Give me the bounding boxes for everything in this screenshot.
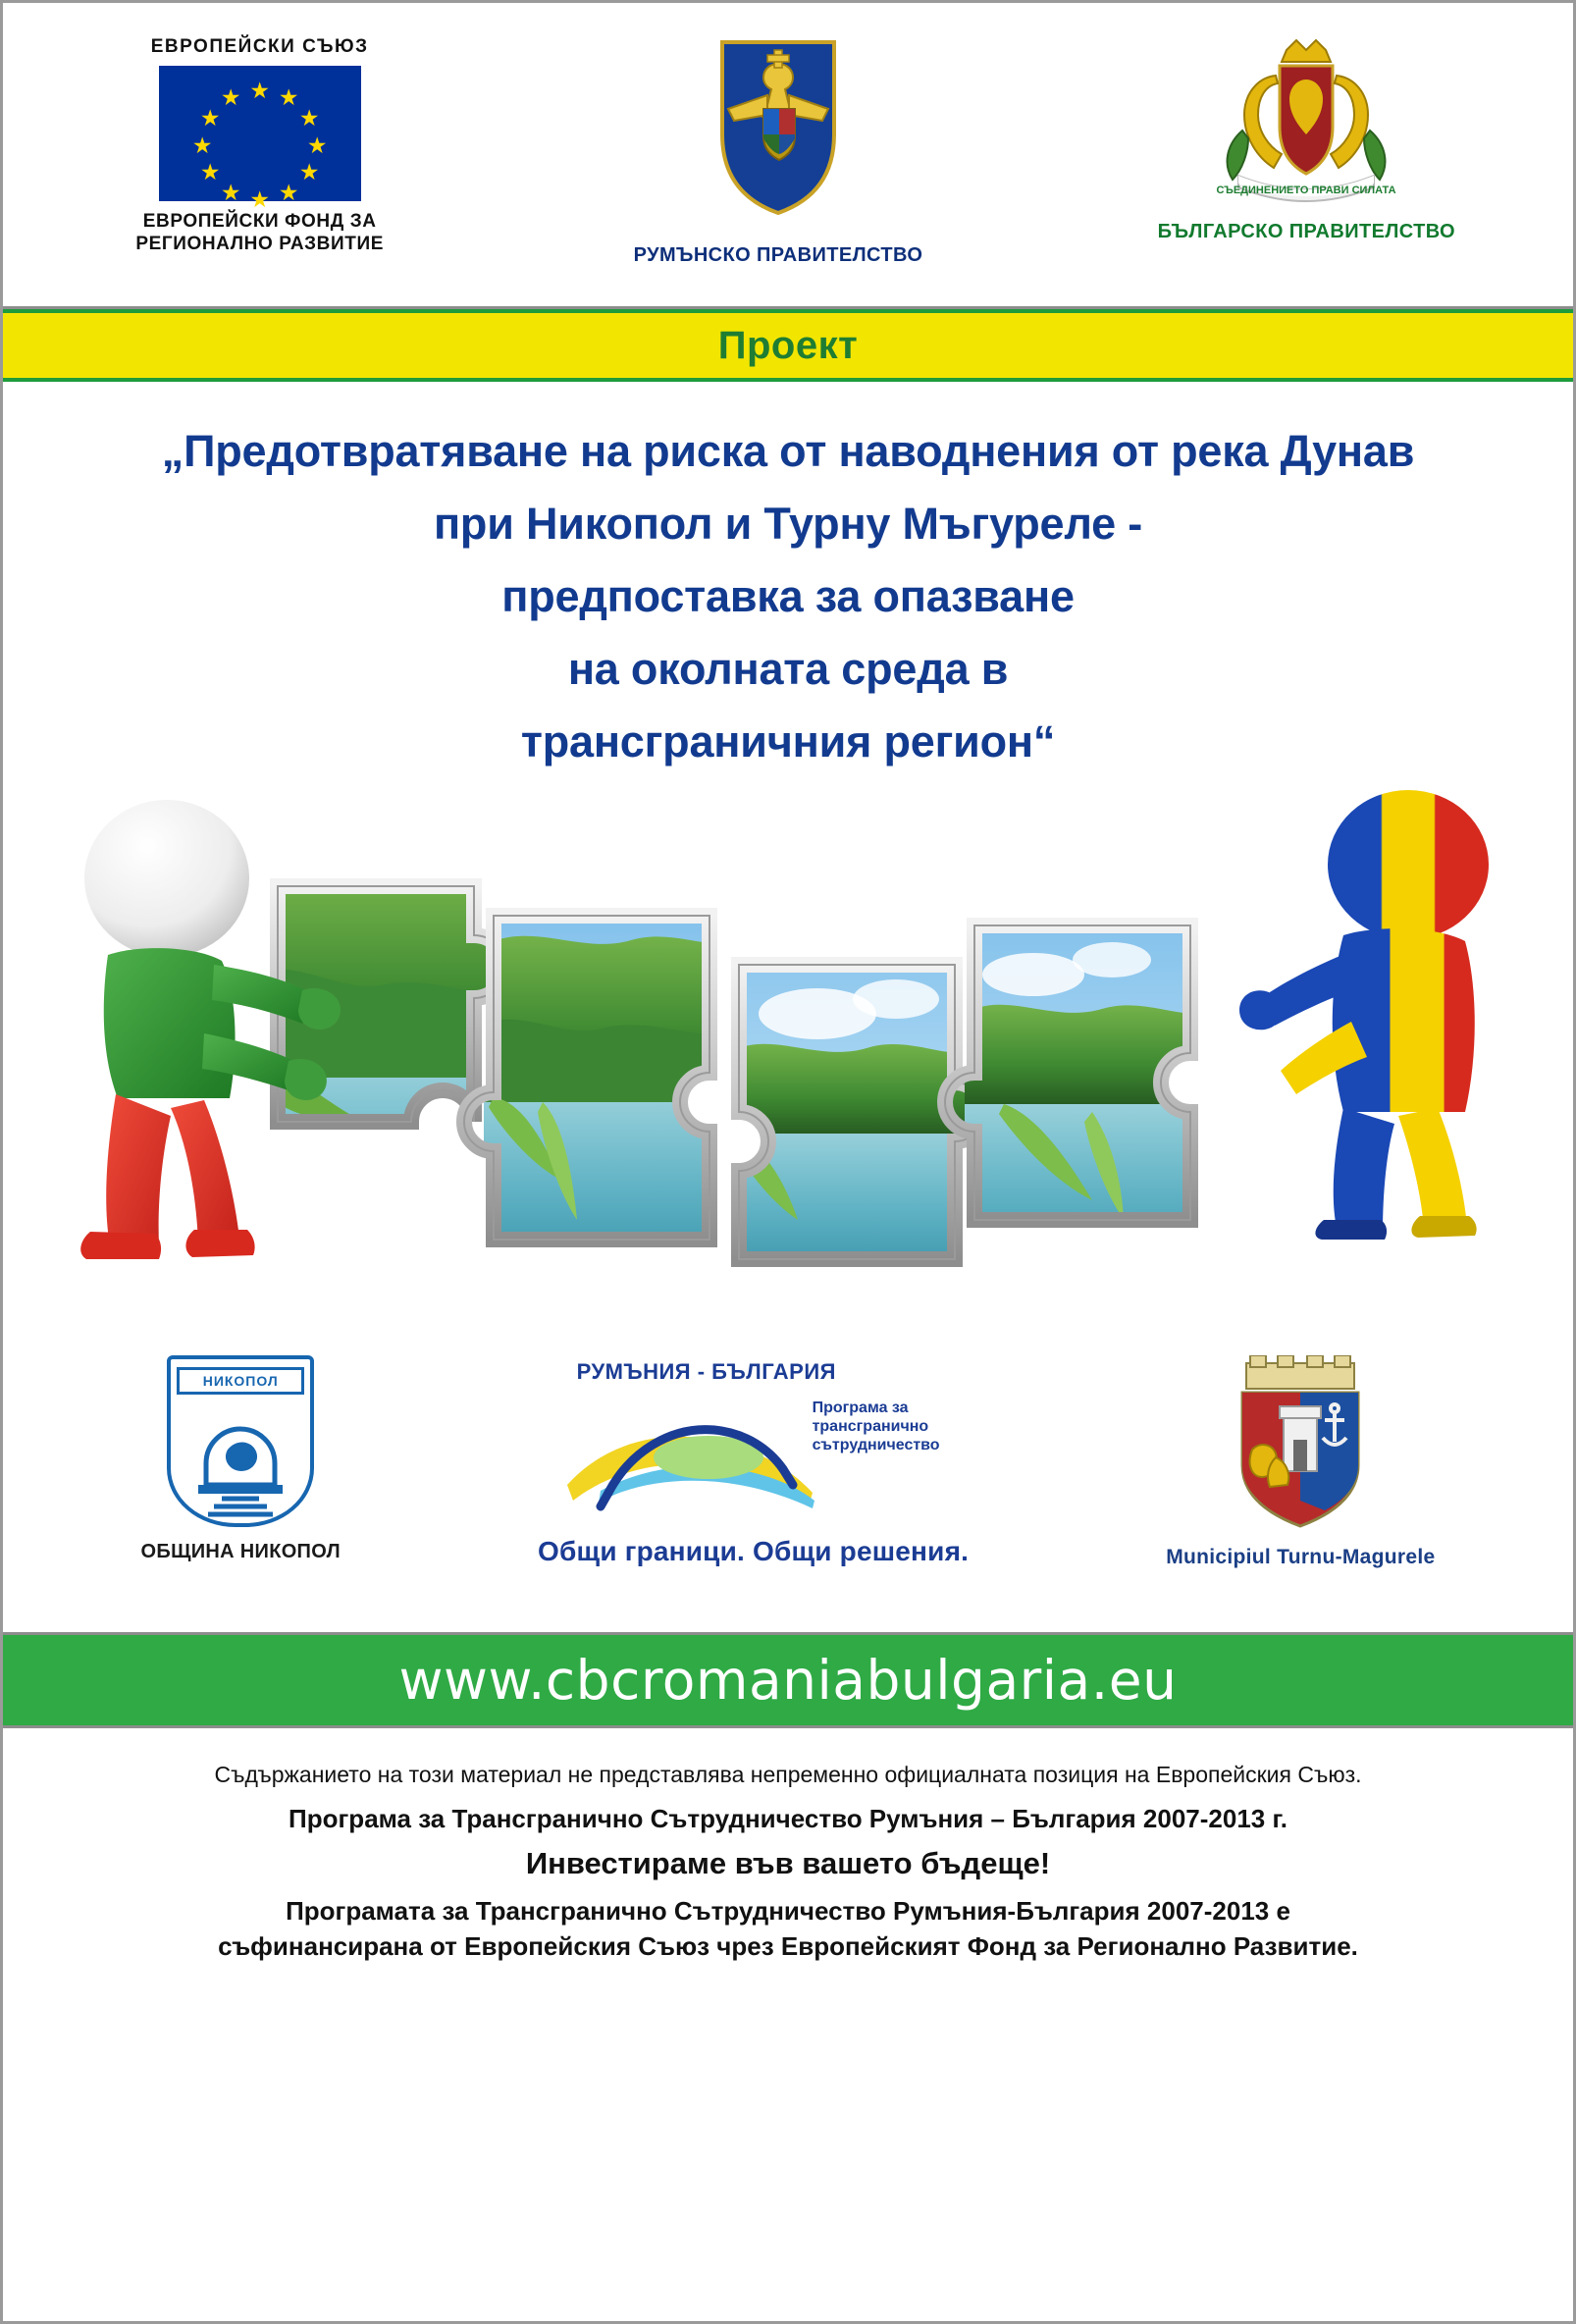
title-line-4: на околната среда в [567,644,1009,694]
puzzle-landscape-image [248,827,1338,1298]
partner-logos-row [3,1338,1573,1632]
eu-flag-icon: ★ ★ ★ ★ ★ ★ ★ ★ ★ ★ ★ ★ [159,66,361,201]
footer-line-4a: Програмата за Трансгранично Сътрудничество Румъния-България 2007-2013 е [286,1896,1290,1926]
nikopol-emblem-icon [167,1355,314,1527]
nikopol-caption: ОБЩИНА НИКОПОЛ [140,1541,341,1562]
right-figure-icon [1239,788,1534,1240]
illustration [3,788,1573,1338]
cbc-programme-logo-icon [548,1355,960,1532]
turnu-magurele-caption: Municipiul Turnu-Magurele [1166,1546,1436,1568]
website-bar[interactable] [3,1632,1573,1728]
cbc-slogan: Общи граници. Общи решения. [538,1536,970,1566]
romania-logo-block [587,36,970,267]
footer-line-1: Съдържанието на този материал не представлява непременно официалната позиция на Европейския Съюз. [214,1762,1362,1787]
website-url[interactable]: www.cbcromaniabulgaria.eu [398,1649,1178,1712]
left-figure-icon [57,788,351,1279]
nikopol-emblem-band-text: НИКОПОЛ [177,1367,304,1395]
bulgaria-government-caption: БЪЛГАРСКО ПРАВИТЕЛСТВО [1157,221,1456,242]
eu-fund-label [135,210,384,255]
footer-line-3: Инвестираме във вашето бъдеще! [525,1846,1051,1880]
project-banner-label: Проект [717,323,859,367]
header-logo-strip [3,3,1573,309]
cbc-side-text-line2: трансгранично [812,1418,929,1435]
bulgaria-coat-of-arms-icon [1193,36,1419,201]
title-line-1: „Предотвратяване на риска от наводнения от река Дунав [161,426,1415,476]
partner-cbc-programme [538,1355,969,1567]
footer-disclaimer [3,1728,1573,1964]
partner-turnu-magurele [1166,1355,1435,1569]
page-title [62,415,1514,778]
svg-text:СЪЕДИНЕНИЕТО ПРАВИ СИЛАТА: СЪЕДИНЕНИЕТО ПРАВИ СИЛАТА [1216,185,1396,196]
title-line-5: трансграничния регион“ [520,716,1056,766]
eu-fund-label-line2: РЕГИОНАЛНО РАЗВИТИЕ [135,234,384,254]
footer-line-4 [48,1893,1528,1964]
eu-top-label: ЕВРОПЕЙСКИ СЪЮЗ [150,36,369,57]
cbc-side-text-line3: сътрудничество [812,1437,940,1453]
footer-line-4b: съфинансирана от Европейския Съюз чрез Европейският Фонд за Регионално Развитие. [218,1931,1358,1961]
romania-government-caption: РУМЪНСКО ПРАВИТЕЛСТВО [633,244,923,266]
cbc-top-text: РУМЪНИЯ - БЪЛГАРИЯ [576,1359,836,1384]
turnu-magurele-coat-of-arms-icon [1217,1355,1384,1532]
eu-fund-label-line1: ЕВРОПЕЙСКИ ФОНД ЗА [142,211,377,232]
eu-logo-block [74,36,447,255]
bulgaria-logo-block [1110,36,1502,243]
cbc-side-text-line1: Програма за [812,1400,909,1416]
title-line-3: предпоставка за опазване [501,571,1075,621]
project-banner [3,309,1573,382]
footer-line-2: Програма за Трансгранично Сътрудничество Румъния – България 2007-2013 г. [289,1804,1287,1833]
romania-coat-of-arms-icon [705,36,852,223]
title-line-2: при Никопол и Турну Мъгуреле - [433,499,1143,549]
partner-nikopol [141,1355,341,1563]
